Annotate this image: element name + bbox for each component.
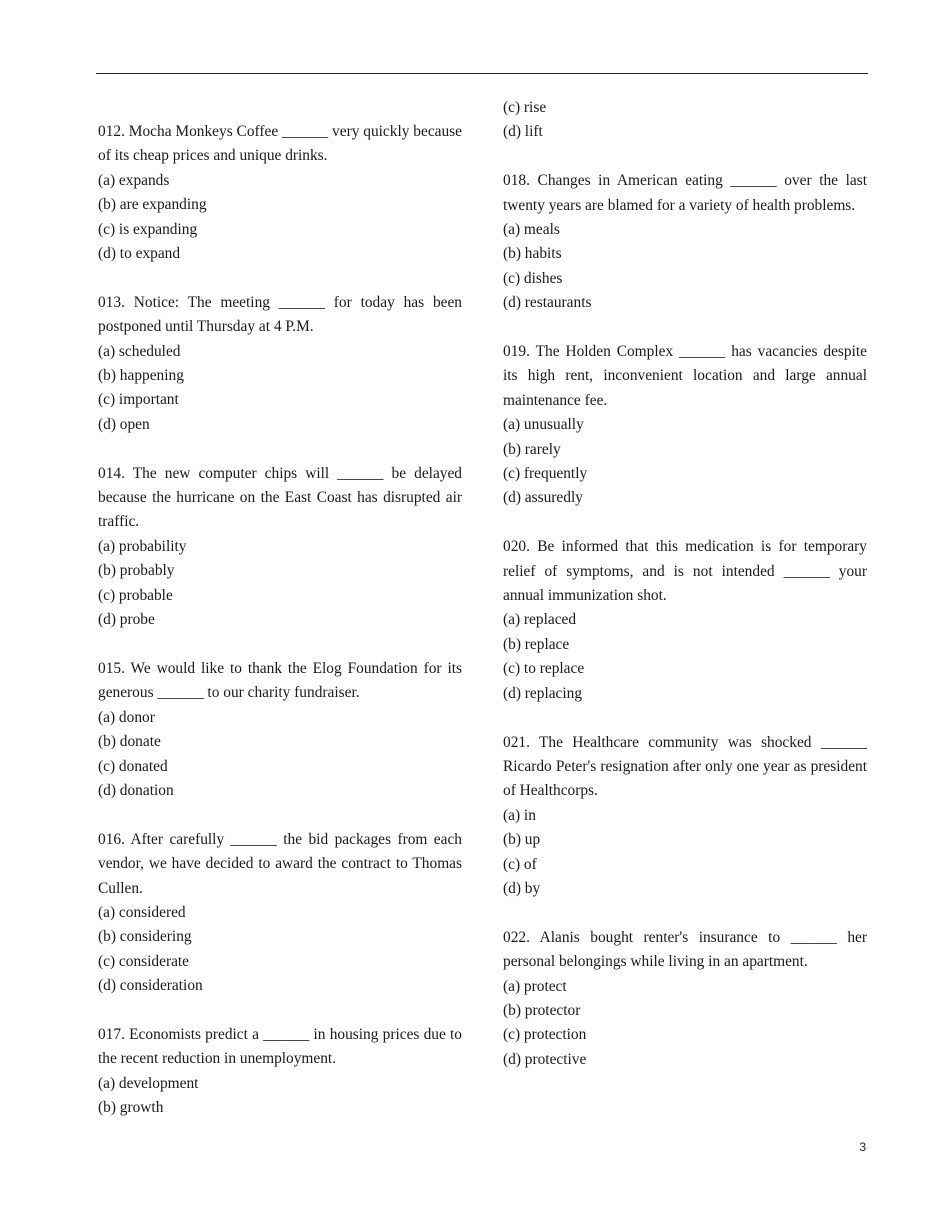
question-017-continued [503, 96, 867, 145]
question-stem: 018. Changes in American eating ______ over the last twenty years are blamed for a variety of health problems. [503, 172, 867, 214]
question-017 [98, 1023, 462, 1121]
question-014 [98, 462, 462, 633]
option-b: (b) are expanding [98, 196, 207, 214]
question-stem: 012. Mocha Monkeys Coffee ______ very quickly because of its cheap prices and unique drinks. [98, 123, 462, 165]
option-a: (a) donor [98, 708, 155, 726]
option-a: (a) unusually [503, 416, 584, 434]
option-a: (a) protect [503, 977, 567, 995]
option-c: (c) frequently [503, 465, 588, 483]
option-d: (d) probe [98, 611, 155, 629]
question-019 [503, 340, 867, 511]
option-d: (d) consideration [98, 977, 203, 995]
option-b: (b) habits [503, 245, 562, 263]
question-stem: 016. After carefully ______ the bid packages from each vendor, we have decided to award the contract to Thomas Cullen. [98, 830, 462, 897]
option-b: (b) donate [98, 733, 161, 751]
option-d: (d) restaurants [503, 294, 592, 312]
option-a: (a) in [503, 806, 536, 824]
question-018 [503, 169, 867, 315]
left-column [98, 120, 462, 1121]
option-d: (d) open [98, 415, 150, 433]
question-021 [503, 731, 867, 902]
option-b: (b) replace [503, 635, 570, 653]
option-b: (b) rarely [503, 440, 561, 458]
option-b: (b) growth [98, 1099, 164, 1117]
option-a: (a) development [98, 1074, 199, 1092]
option-c: (c) important [98, 391, 179, 409]
option-c: (c) considerate [98, 952, 190, 970]
option-c: (c) probable [98, 586, 173, 604]
question-013 [98, 291, 462, 437]
option-c: (c) is expanding [98, 220, 198, 238]
option-c: (c) rise [503, 99, 547, 116]
page-number: 3 [859, 1140, 866, 1154]
option-b: (b) happening [98, 367, 184, 385]
option-a: (a) scheduled [98, 342, 181, 360]
option-b: (b) protector [503, 1001, 581, 1019]
option-d: (d) lift [503, 123, 543, 141]
option-a: (a) replaced [503, 611, 577, 629]
option-d: (d) donation [98, 781, 174, 799]
question-stem: 020. Be informed that this medication is for temporary relief of symptoms, and is not intended ______ your annual immunization shot. [503, 538, 867, 605]
question-stem: 014. The new computer chips will ______ be delayed because the hurricane on the East Coast has disrupted air traffic. [98, 464, 462, 531]
right-column [503, 96, 867, 1072]
question-stem: 013. Notice: The meeting ______ for today has been postponed until Thursday at 4 P.M. [98, 293, 462, 336]
option-b: (b) probably [98, 562, 175, 580]
option-d: (d) by [503, 879, 541, 897]
option-d: (d) replacing [503, 684, 583, 702]
option-c: (c) to replace [503, 660, 585, 678]
option-b: (b) up [503, 831, 541, 849]
question-015 [98, 657, 462, 803]
question-022 [503, 926, 867, 1072]
header-rule [96, 73, 868, 74]
question-stem: 015. We would like to thank the Elog Foundation for its generous ______ to our charity fundraiser. [98, 659, 462, 702]
option-b: (b) considering [98, 928, 192, 946]
question-stem: 021. The Healthcare community was shocked ______ Ricardo Peter's resignation after only one year as president of Healthcorps. [503, 733, 867, 800]
question-stem: 017. Economists predict a ______ in housing prices due to the recent reduction in unemployment. [98, 1025, 462, 1068]
option-d: (d) protective [503, 1050, 587, 1068]
question-stem: 019. The Holden Complex ______ has vacancies despite its high rent, inconvenient location and large annual maintenance fee. [503, 343, 867, 409]
option-c: (c) protection [503, 1026, 587, 1044]
option-a: (a) expands [98, 171, 170, 189]
option-c: (c) dishes [503, 269, 563, 287]
option-a: (a) probability [98, 537, 187, 555]
option-c: (c) donated [98, 757, 168, 775]
option-a: (a) considered [98, 903, 186, 921]
question-stem: 022. Alanis bought renter's insurance to ______ her personal belongings while living in an apartment. [503, 928, 867, 971]
option-c: (c) of [503, 855, 537, 873]
question-020 [503, 535, 867, 706]
question-012 [98, 120, 462, 266]
option-d: (d) to expand [98, 245, 181, 263]
question-016 [98, 828, 462, 999]
option-d: (d) assuredly [503, 489, 583, 507]
option-a: (a) meals [503, 221, 560, 239]
